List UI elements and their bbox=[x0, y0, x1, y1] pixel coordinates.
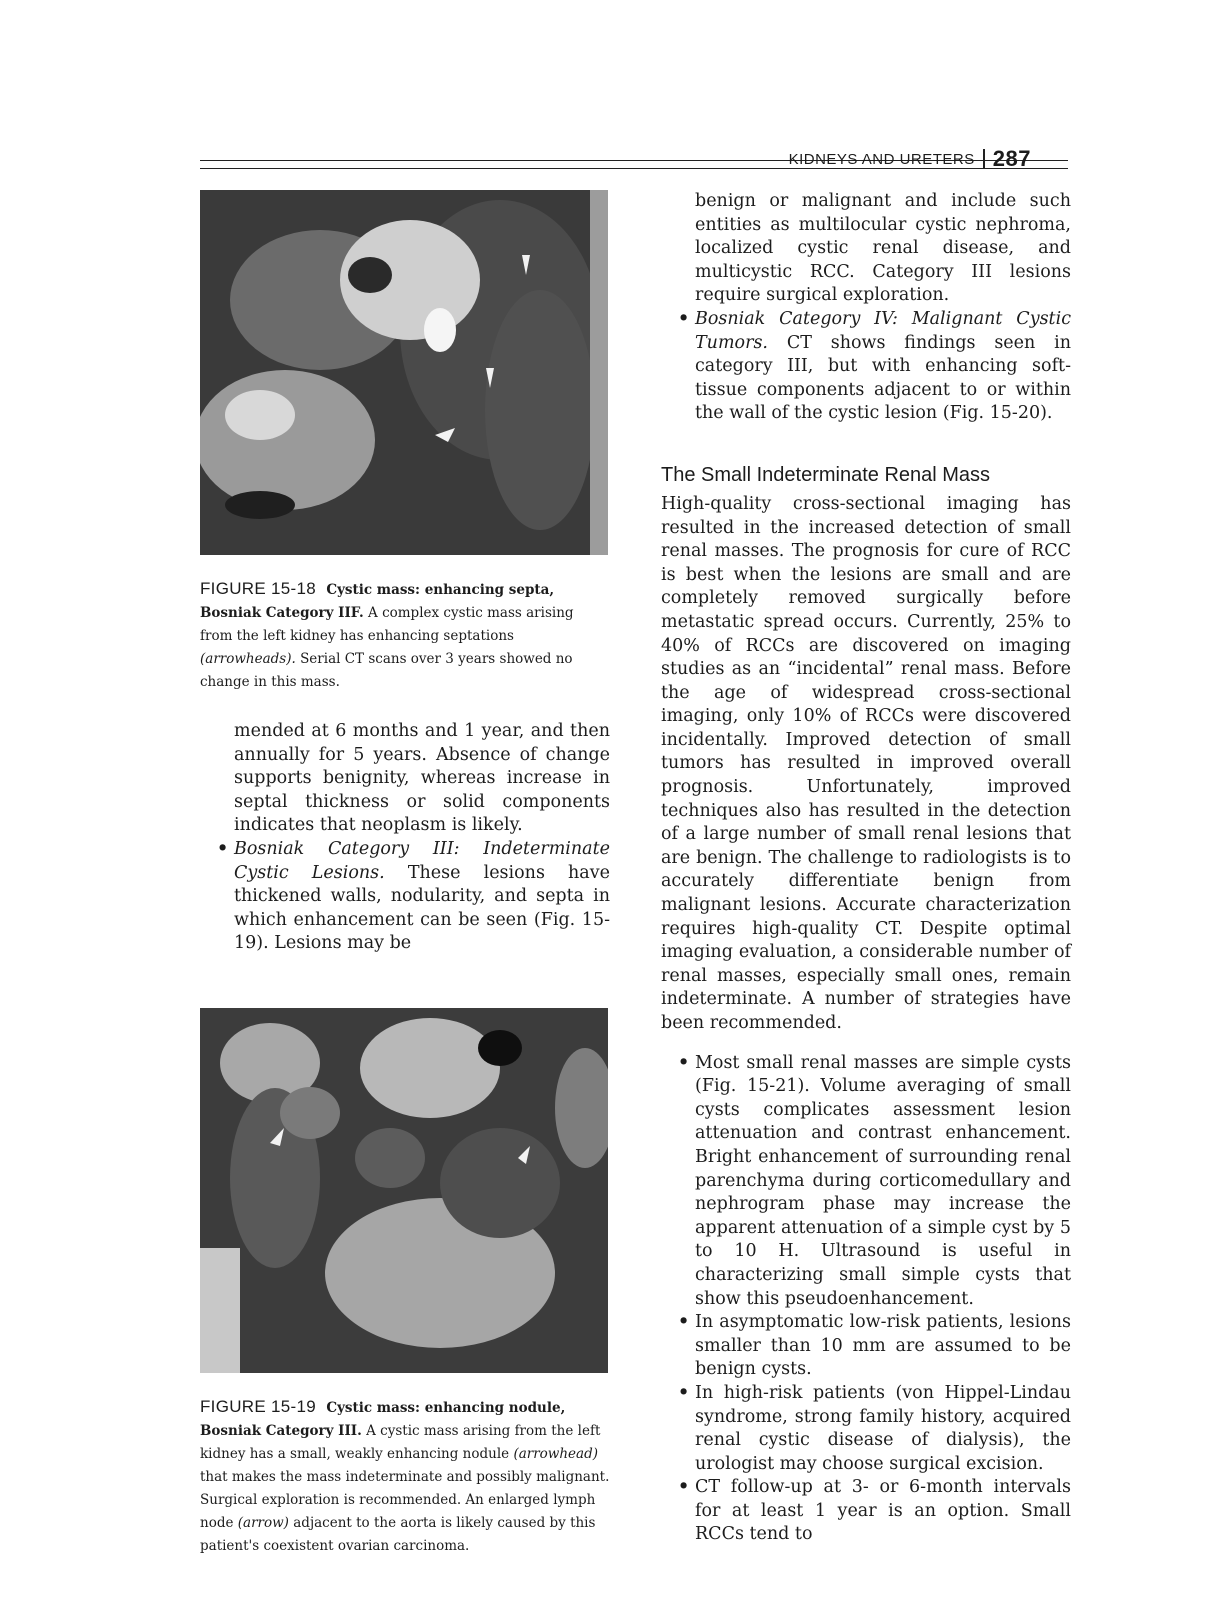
ct-image-figure-15-19 bbox=[200, 1008, 608, 1373]
page-number: 287 bbox=[992, 146, 1031, 171]
ct-scan-illustration bbox=[200, 1008, 608, 1373]
header-separator bbox=[983, 149, 985, 169]
bullet-glyph: • bbox=[678, 308, 690, 329]
caption-text: A complex cystic mass arising from the left kidney has enhancing septations bbox=[200, 605, 574, 644]
bullet-glyph: • bbox=[678, 1052, 690, 1073]
running-title: KIDNEYS AND URETERS bbox=[788, 150, 975, 168]
caption-figure-15-18 bbox=[200, 577, 610, 694]
bullet-list bbox=[661, 1052, 1071, 1547]
bullet-heading: Bosniak Category IV: Malignant Cystic Tumors. bbox=[695, 308, 1071, 353]
bullet-text: In high-risk patients (von Hippel-Lindau syndrome, strong family history, acquired renal cystic disease of dialysis), the urologist may choose surgical excision. bbox=[695, 1382, 1071, 1474]
caption-ref: (arrowhead) bbox=[513, 1445, 598, 1462]
body-paragraph: mended at 6 months and 1 year, and then annually for 5 years. Absence of change supports benignity, whereas increase in septal thickness or solid components indicates that neoplasm is likely. bbox=[234, 721, 610, 836]
caption-text: that makes the mass indeterminate and possibly malignant. Surgical exploration is recommended. An enlarged lymph node bbox=[200, 1468, 610, 1531]
bullet-text: CT follow-up at 3- or 6-month intervals for at least 1 year is an option. Small RCCs tend to bbox=[695, 1477, 1071, 1545]
running-header bbox=[789, 146, 1031, 172]
figure-label: FIGURE 15-18 bbox=[200, 579, 317, 598]
caption-text: adjacent to the aorta is likely caused by this patient's coexistent ovarian carcinoma. bbox=[200, 1514, 596, 1554]
body-paragraph: benign or malignant and include such entities as multilocular cystic nephroma, localized cystic renal disease, and multicystic RCC. Category III lesions require surgical exploration. bbox=[695, 191, 1071, 306]
bullet-text: Most small renal masses are simple cysts (Fig. 15-21). Volume averaging of small cysts complicates assessment lesion attenuation and contrast enhancement. Bright enhancement of surrounding renal parenchyma during corticomedullary and nephrogram phase may increase the apparent attenuation of a simple cyst by 5 to 10 H. Ultrasound is useful in characterizing small simple cysts that show this pseudoenhancement. bbox=[695, 1052, 1071, 1309]
caption-title: Cystic mass: enhancing nodule, Bosniak Category III. bbox=[200, 1399, 566, 1439]
caption-figure-15-19 bbox=[200, 1395, 610, 1558]
list-item bbox=[200, 838, 610, 956]
caption-ref: (arrowheads). bbox=[200, 651, 296, 667]
bullet-glyph: • bbox=[678, 1477, 690, 1498]
body-paragraph: High-quality cross-sectional imaging has resulted in the increased detection of small renal masses. The prognosis for cure of RCC is best when the lesions are small and are completely removed surgically before metastatic spread occurs. Currently, 25% to 40% of RCCs are discovered on imaging studies as an “incidental” renal mass. Before the age of widespread cross-sectional imaging, only 10% of RCCs were discovered incidentally. Improved detection of small tumors has resulted in improved overall prognosis. Unfortunately, improved techniques also has resulted in the detection of a large number of small renal lesions that are benign. The challenge to radiologists is to accurately differentiate benign from malignant lesions. Accurate characterization requires high-quality CT. Despite optimal imaging evaluation, a considerable number of renal masses, especially small ones, remain indeterminate. A number of strategies have been recommended. bbox=[661, 493, 1071, 1033]
list-item bbox=[661, 1311, 1071, 1382]
left-column bbox=[200, 190, 610, 1558]
ct-image-figure-15-18 bbox=[200, 190, 608, 555]
ct-scan-illustration bbox=[200, 190, 608, 555]
bullet-heading: Bosniak Category III: Indeterminate Cystic Lesions. bbox=[234, 838, 610, 883]
list-item bbox=[661, 1382, 1071, 1476]
section-heading: The Small Indeterminate Renal Mass bbox=[661, 463, 991, 486]
bullet-text: These lesions have thickened walls, nodularity, and septa in which enhancement can be seen (Fig. 15-19). Lesions may be bbox=[234, 862, 610, 954]
bullet-text: CT shows findings seen in category III, but with enhancing soft-tissue components adjacent to or within the wall of the cystic lesion (Fig. 15-20). bbox=[695, 332, 1071, 424]
figure-label: FIGURE 15-19 bbox=[200, 1396, 317, 1416]
bullet-glyph: • bbox=[678, 1382, 690, 1403]
caption-title: Cystic mass: enhancing septa, Bosniak Category IIF. bbox=[200, 582, 555, 621]
left-body bbox=[200, 720, 610, 956]
right-column bbox=[661, 190, 1071, 1547]
list-item bbox=[661, 1476, 1071, 1547]
list-item bbox=[661, 1052, 1071, 1312]
caption-text: A cystic mass arising from the left kidney has a small, weakly enhancing nodule bbox=[200, 1422, 601, 1462]
bullet-text: In asymptomatic low-risk patients, lesions smaller than 10 mm are assumed to be benign cysts. bbox=[695, 1312, 1071, 1380]
caption-text: Serial CT scans over 3 years showed no change in this mass. bbox=[200, 651, 573, 690]
list-item bbox=[661, 308, 1071, 426]
bullet-glyph: • bbox=[217, 838, 229, 859]
caption-ref: (arrow) bbox=[237, 1514, 289, 1531]
bullet-glyph: • bbox=[678, 1312, 690, 1333]
